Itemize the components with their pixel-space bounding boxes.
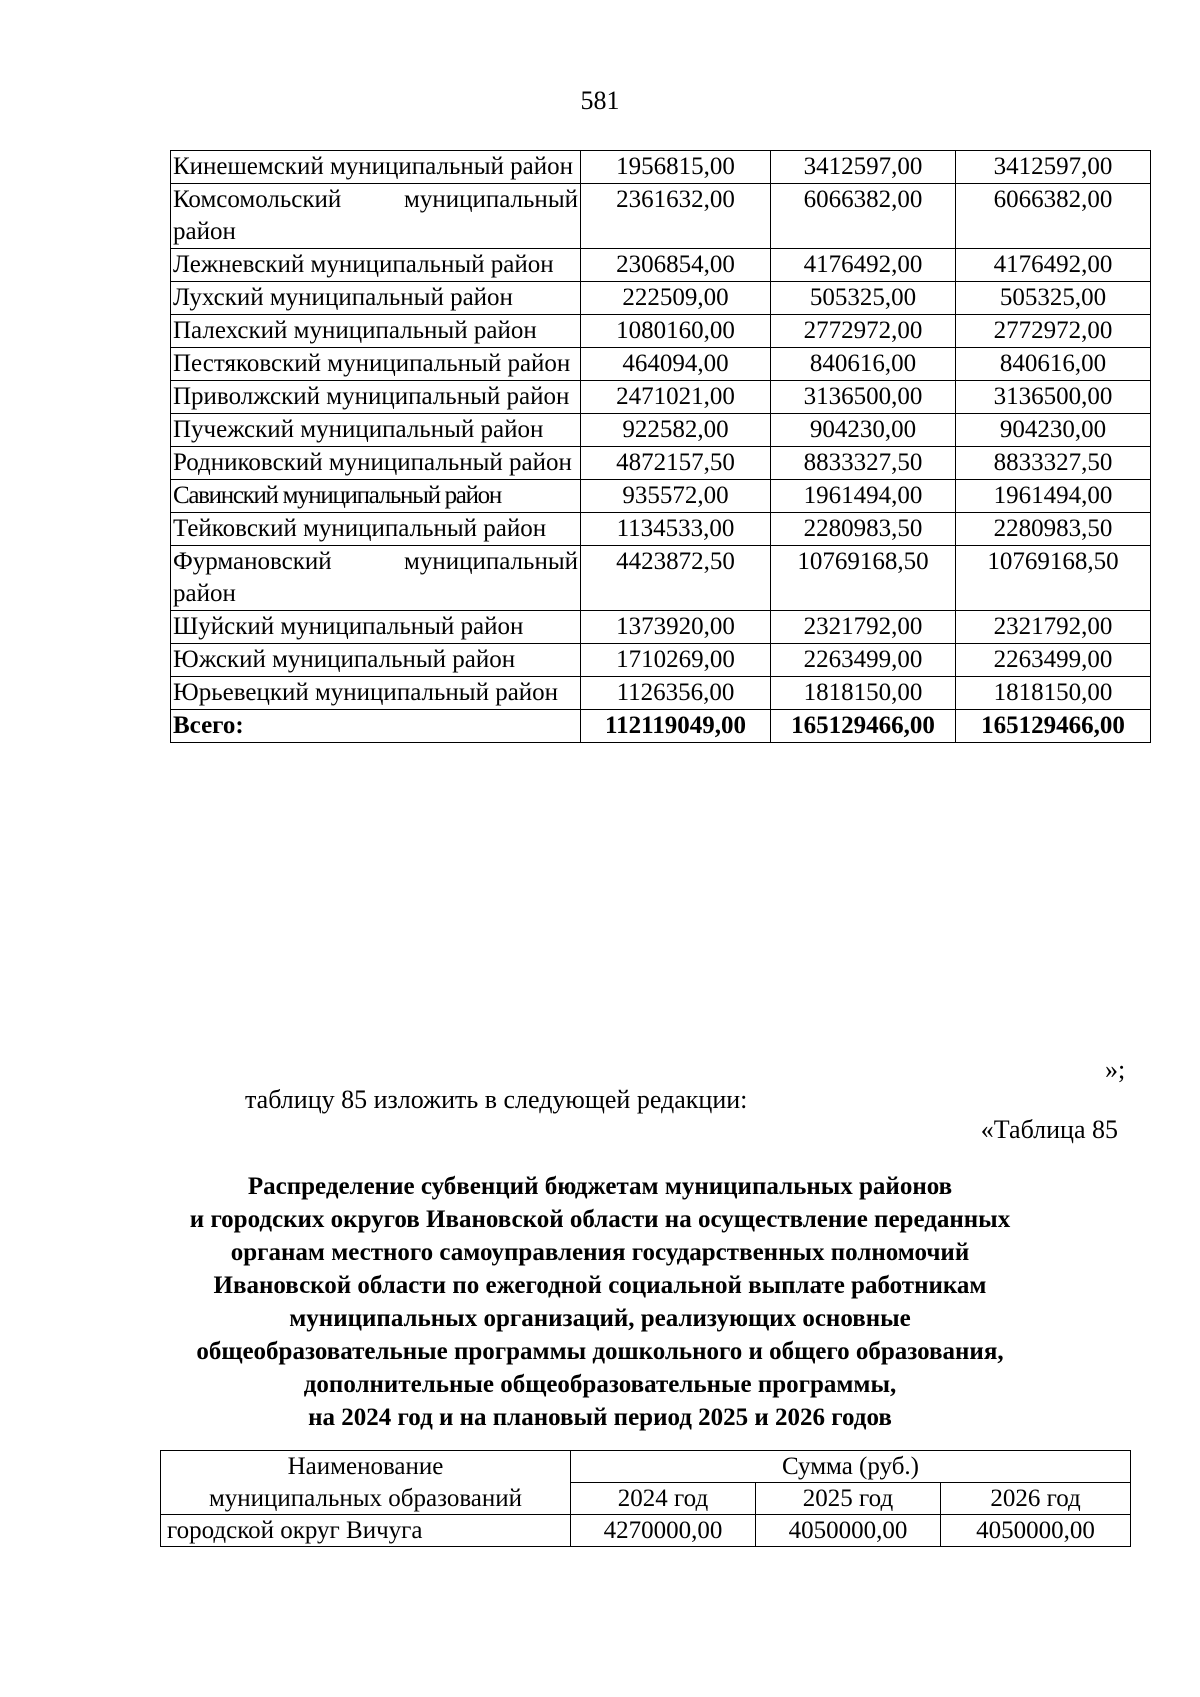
- amount-cell: 1956815,00: [581, 151, 771, 184]
- amount-cell: 505325,00: [956, 282, 1151, 315]
- header-year-cell: 2026 год: [941, 1483, 1131, 1515]
- municipality-name-cell: Фурмановский муниципальный район: [171, 546, 581, 611]
- subvention-table-continued: [170, 150, 1151, 743]
- heading-line: общеобразовательные программы дошкольного и общего образования,: [196, 1338, 1004, 1365]
- amount-cell: 840616,00: [956, 348, 1151, 381]
- table-row: [171, 513, 1151, 546]
- amount-cell: 4423872,50: [581, 546, 771, 611]
- amount-cell: 2361632,00: [581, 184, 771, 249]
- municipality-name-cell: Савинский муниципальный район: [171, 480, 581, 513]
- municipality-name-cell: Лухский муниципальный район: [171, 282, 581, 315]
- municipality-name-cell: Кинешемский муниципальный район: [171, 151, 581, 184]
- amount-cell: 2772972,00: [956, 315, 1151, 348]
- table-row: [171, 480, 1151, 513]
- table-row: [171, 644, 1151, 677]
- intro-text: таблицу 85 изложить в следующей редакции:: [245, 1085, 748, 1114]
- amount-cell: 8833327,50: [771, 447, 956, 480]
- amount-cell: 2263499,00: [956, 644, 1151, 677]
- municipality-name-cell: Тейковский муниципальный район: [171, 513, 581, 546]
- table-row: [171, 184, 1151, 249]
- amount-cell: 1126356,00: [581, 677, 771, 710]
- header-name-cell: муниципальных образований: [161, 1483, 571, 1515]
- amount-cell: 222509,00: [581, 282, 771, 315]
- amount-cell: 3136500,00: [771, 381, 956, 414]
- amount-cell: 1080160,00: [581, 315, 771, 348]
- amount-cell: 1818150,00: [956, 677, 1151, 710]
- amount-cell: 840616,00: [771, 348, 956, 381]
- amount-cell: 4270000,00: [571, 1515, 756, 1547]
- total-amount-cell: 165129466,00: [956, 710, 1151, 743]
- amount-cell: 6066382,00: [771, 184, 956, 249]
- amount-cell: 1818150,00: [771, 677, 956, 710]
- municipality-name-cell: Юрьевецкий муниципальный район: [171, 677, 581, 710]
- table-row: [161, 1515, 1131, 1547]
- heading-line: Ивановской области по ежегодной социальной выплате работникам: [213, 1272, 987, 1299]
- table-row: [171, 611, 1151, 644]
- amount-cell: 3136500,00: [956, 381, 1151, 414]
- amount-cell: 935572,00: [581, 480, 771, 513]
- amount-cell: 2306854,00: [581, 249, 771, 282]
- table-header-row: [161, 1451, 1131, 1483]
- subvention-table-85: [160, 1450, 1131, 1547]
- amount-cell: 1961494,00: [771, 480, 956, 513]
- amount-cell: 904230,00: [956, 414, 1151, 447]
- amount-cell: 505325,00: [771, 282, 956, 315]
- amount-cell: 922582,00: [581, 414, 771, 447]
- table-row: [171, 546, 1151, 611]
- heading-line: дополнительные общеобразовательные программы,: [303, 1371, 897, 1398]
- amount-cell: 2280983,50: [771, 513, 956, 546]
- amount-cell: 2321792,00: [771, 611, 956, 644]
- amount-cell: 3412597,00: [956, 151, 1151, 184]
- table-row: [171, 151, 1151, 184]
- amount-cell: 2471021,00: [581, 381, 771, 414]
- heading-line: и городских округов Ивановской области на осуществление переданных: [189, 1206, 1011, 1233]
- municipality-name-cell: городской округ Вичуга: [161, 1515, 571, 1547]
- closing-quote: »;: [1105, 1055, 1126, 1084]
- amount-cell: 3412597,00: [771, 151, 956, 184]
- amount-cell: 4176492,00: [956, 249, 1151, 282]
- table-row: [171, 249, 1151, 282]
- amount-cell: 4872157,50: [581, 447, 771, 480]
- header-year-cell: 2024 год: [571, 1483, 756, 1515]
- total-label-cell: Всего:: [171, 710, 581, 743]
- table-label: «Таблица 85: [980, 1115, 1118, 1144]
- table-row: [171, 381, 1151, 414]
- amount-cell: 6066382,00: [956, 184, 1151, 249]
- amount-cell: 2772972,00: [771, 315, 956, 348]
- amount-cell: 1134533,00: [581, 513, 771, 546]
- amount-cell: 904230,00: [771, 414, 956, 447]
- amount-cell: 2280983,50: [956, 513, 1151, 546]
- amount-cell: 1373920,00: [581, 611, 771, 644]
- header-year-cell: 2025 год: [756, 1483, 941, 1515]
- amount-cell: 464094,00: [581, 348, 771, 381]
- municipality-name-cell: Пучежский муниципальный район: [171, 414, 581, 447]
- amount-cell: 10769168,50: [771, 546, 956, 611]
- municipality-name-cell: Шуйский муниципальный район: [171, 611, 581, 644]
- table-heading: [130, 1170, 1070, 1434]
- municipality-name-cell: Родниковский муниципальный район: [171, 447, 581, 480]
- table-row: [171, 677, 1151, 710]
- amount-cell: 1710269,00: [581, 644, 771, 677]
- page-number: 581: [580, 86, 620, 115]
- amount-cell: 4050000,00: [756, 1515, 941, 1547]
- municipality-name-cell: Комсомольский муниципальный район: [171, 184, 581, 249]
- total-row: [171, 710, 1151, 743]
- heading-line: Распределение субвенций бюджетам муниципальных районов: [247, 1173, 953, 1200]
- table-row: [171, 315, 1151, 348]
- municipality-name-cell: Пестяковский муниципальный район: [171, 348, 581, 381]
- total-amount-cell: 112119049,00: [581, 710, 771, 743]
- table-row: [171, 414, 1151, 447]
- table-header-row: [161, 1483, 1131, 1515]
- municipality-name-cell: Лежневский муниципальный район: [171, 249, 581, 282]
- amount-cell: 2321792,00: [956, 611, 1151, 644]
- amount-cell: 2263499,00: [771, 644, 956, 677]
- amount-cell: 1961494,00: [956, 480, 1151, 513]
- table-row: [171, 282, 1151, 315]
- header-sum-cell: Сумма (руб.): [571, 1451, 1131, 1483]
- header-name-cell: Наименование: [161, 1451, 571, 1483]
- total-amount-cell: 165129466,00: [771, 710, 956, 743]
- amount-cell: 4050000,00: [941, 1515, 1131, 1547]
- heading-line: муниципальных организаций, реализующих основные: [289, 1305, 911, 1332]
- amount-cell: 4176492,00: [771, 249, 956, 282]
- municipality-name-cell: Южский муниципальный район: [171, 644, 581, 677]
- amount-cell: 10769168,50: [956, 546, 1151, 611]
- municipality-name-cell: Палехский муниципальный район: [171, 315, 581, 348]
- amount-cell: 8833327,50: [956, 447, 1151, 480]
- heading-line: органам местного самоуправления государственных полномочий: [230, 1239, 970, 1266]
- table-row: [171, 447, 1151, 480]
- municipality-name-cell: Приволжский муниципальный район: [171, 381, 581, 414]
- heading-line: на 2024 год и на плановый период 2025 и 2026 годов: [308, 1404, 892, 1431]
- table-row: [171, 348, 1151, 381]
